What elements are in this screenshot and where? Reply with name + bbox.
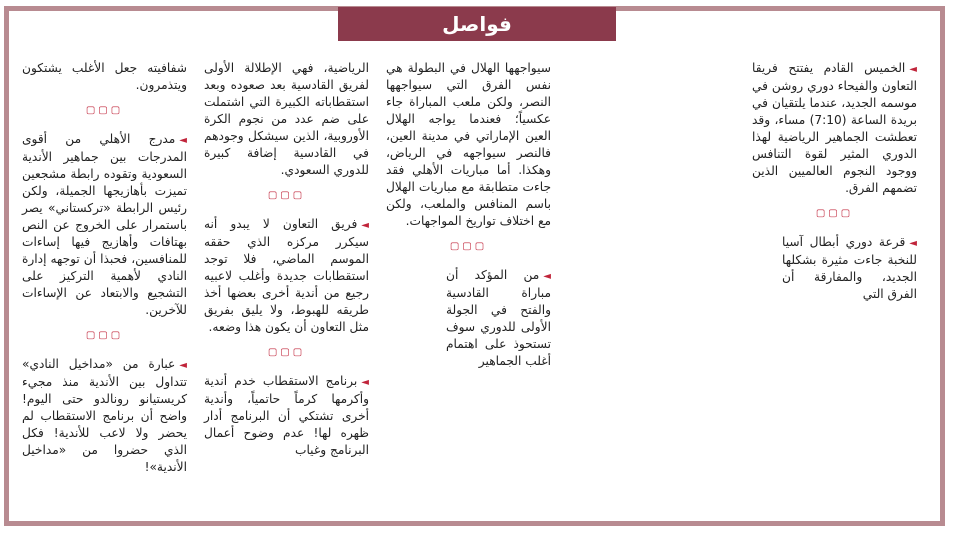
paragraph: ◄من المؤكد أن مباراة القادسية والفتح في الجولة الأولى للدوري سوف تستحوذ على اهتمام أغلب الجماهير (446, 268, 551, 368)
bullet-icon: ◄ (361, 220, 369, 231)
paragraph: ◄عبارة من «مداخيل النادي» تتداول بين الأندية منذ مجيء كريستيانو رونالدو حتى اليوم! واضح أن برنامج الاستقطاب لم يحضر ولا لاعب للأندية! فكل الذي حضروا من «مداخيل الأندية»! (22, 357, 187, 474)
separator: ▢▢▢ (85, 330, 124, 341)
bullet-icon: ◄ (543, 271, 551, 282)
bullet-icon: ◄ (909, 238, 917, 249)
section-title: فواصل (338, 7, 616, 41)
bullet-icon: ◄ (909, 64, 917, 75)
paragraph: سيواجهها الهلال في البطولة هي نفس الفرق التي سيواجهها النصر، ولكن ملعب المباراة جاء عكسياً؛ فعندما يواجه الهلال العين الإماراتي في مدينة العين، فالنصر سيواجهه في الرياض، وهكذا. أما مباريات الأهلي فقد جاءت متطابقة مع مباريات الهلال باسم المنافس والملعب، ولكن مع اختلاف تواريخ المواجهات. (386, 61, 551, 228)
paragraph: شفافيته جعل الأغلب يشتكون ويتذمرون. (22, 61, 187, 92)
paragraph: ◄برنامج الاستقطاب خدم أندية وأكرمها كرماً حاتمياً، وأندية أخرى تشتكي أن البرنامج أدار ظهره لها! عدم وضوح أعمال البرنامج وغياب (204, 374, 369, 457)
column-1 (752, 60, 917, 309)
separator: ▢▢▢ (815, 208, 854, 219)
column-2 (386, 60, 551, 376)
paragraph: ◄فريق التعاون لا يبدو أنه سيكرر مركزه الذي حققه الموسم الماضي، فلا توجد استقطابات جديدة وأغلب لاعبيه رجيع من أندية أخرى بعضها أخذ طريقه للهبوط، ولا يليق بفريق مثل التعاون أن يكون هذا وضعه. (204, 217, 369, 334)
separator: ▢▢▢ (267, 190, 306, 201)
paragraph: ◄مدرج الأهلي من أقوى المدرجات بين جماهير الأندية السعودية وتقوده رابطة مشجعين تميزت بأهازيجها الجميلة، ولكن رئيس الرابطة «تركستاني» يصر باستمرار على الخروج عن النص بهتافات وأهازيج فيها إساءات للمنافسين، فحبذا أن توجهه إدارة النادي لأهمية التركيز على التشجيع والابتعاد عن الإساءات للآخرين. (22, 132, 187, 317)
column-4 (22, 60, 187, 482)
bullet-icon: ◄ (179, 135, 187, 146)
bullet-icon: ◄ (361, 377, 369, 388)
paragraph: ◄الخميس القادم يفتتح فريقا التعاون والفيحاء دوري روشن في موسمه الجديد، عندما يلتقيان في بريدة الساعة (7:10) مساء، وقد تعطشت الجماهير الرياضية لهذا الدوري المثير لقوة التنافس ووجود النجوم العالميين الذين تضمهم الفرق. (752, 61, 917, 195)
separator: ▢▢▢ (449, 241, 488, 252)
separator: ▢▢▢ (85, 105, 124, 116)
separator: ▢▢▢ (267, 347, 306, 358)
paragraph: الرياضية، فهي الإطلالة الأولى لفريق القادسية بعد صعوده وبعد استقطاباته الكبيرة التي اشتملت على ضم عدد من نجوم الكرة الأوروبية، الذين سيشكل وجودهم في القادسية إضافة كبيرة للدوري السعودي. (204, 61, 369, 177)
paragraph: ◄قرعة دوري أبطال آسيا للنخبة جاءت مثيرة بشكلها الجديد، والمفارقة أن الفرق التي (782, 235, 917, 301)
column-3 (204, 60, 369, 465)
bullet-icon: ◄ (179, 360, 187, 371)
